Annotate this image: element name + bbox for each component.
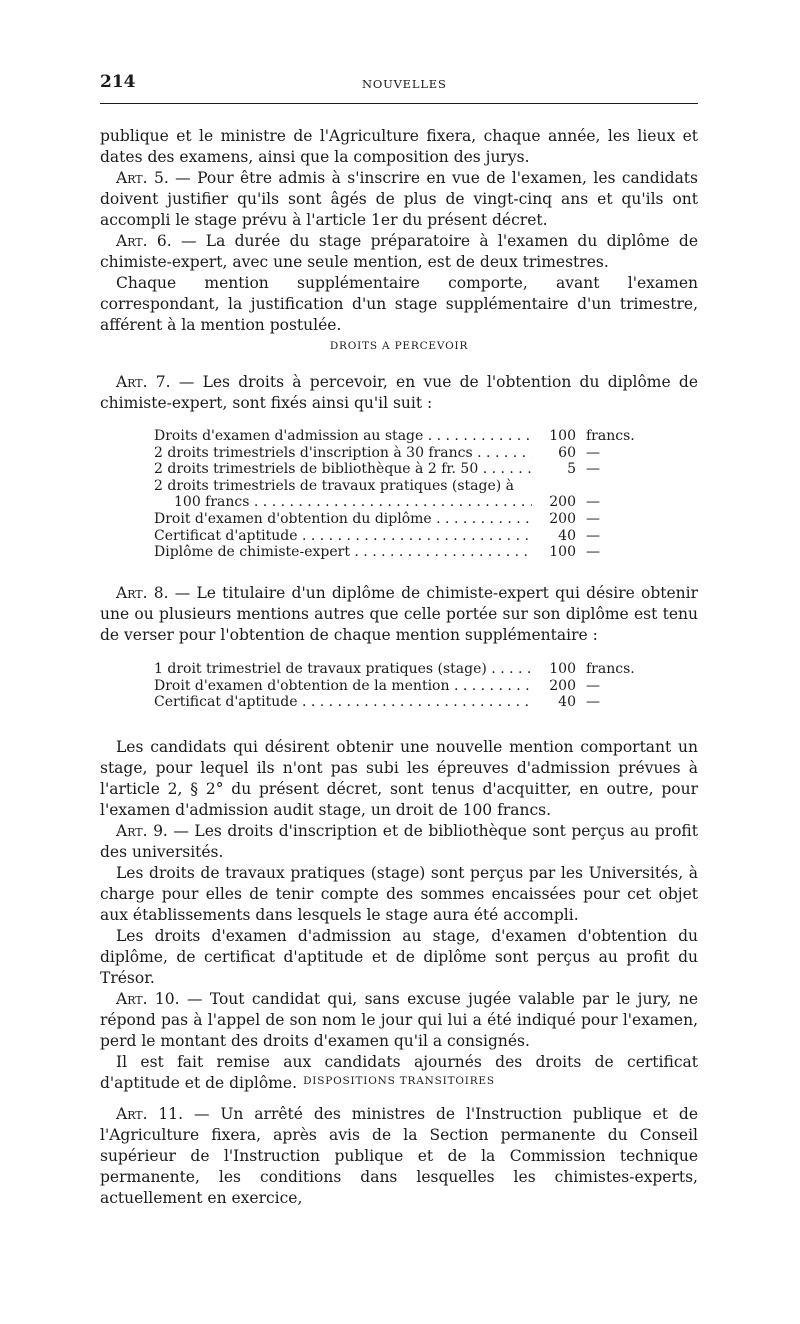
fee-label: Certificat d'aptitude . . .	[154, 694, 532, 711]
article-10-text: — Tout candidat qui, sans excuse jugée valable par le jury, ne répond pas à l'appel de son nom le jour qui lui a été indiqué pour l'examen, perd le montant des droits d'examen qu'il a consignés.	[100, 990, 699, 1050]
fee-label: Droits d'examen d'admission au stage . . .	[154, 428, 532, 445]
fee-amount: 200	[549, 494, 576, 511]
fee-amount: 100	[549, 428, 576, 444]
page-number: 214	[100, 72, 136, 92]
article-7-label: Art. 7.	[116, 373, 171, 391]
fee-label: Droit d'examen d'obtention du diplôme . . .	[154, 511, 532, 528]
fee-unit: —	[586, 461, 600, 478]
article-11	[100, 1104, 698, 1209]
fee-unit: —	[586, 527, 600, 544]
fee-row	[154, 694, 644, 711]
fee-row	[154, 678, 644, 695]
article-5-paragraph	[100, 168, 698, 231]
nouvelle-mention-paragraph: Les candidats qui désirent obtenir une nouvelle mention comportant un stage, pour lequel ils n'ont pas subi les épreuves d'admission prévues à l'article 2, § 2° du présent décret, sont tenus d'acquitter, en outre, pour l'examen d'admission audit stage, un droit de 100 francs.	[100, 738, 698, 819]
article-11-label: Art. 11.	[116, 1105, 184, 1123]
fee-unit: francs.	[586, 428, 635, 444]
fee-amount: 200	[549, 510, 576, 527]
fee-row	[154, 478, 644, 495]
article-6-label: Art. 6.	[116, 232, 172, 250]
article-5-label: Art. 5.	[116, 169, 169, 187]
fee-label: 1 droit trimestriel de travaux pratiques (stage) . . .	[154, 661, 532, 678]
fees-table-2	[154, 661, 644, 711]
fee-row	[154, 511, 644, 528]
fee-row	[154, 494, 644, 511]
article-5	[100, 168, 698, 231]
fee-unit: —	[586, 494, 600, 511]
article-11-text: — Un arrêté des ministres de l'Instruction publique et de l'Agriculture fixera, après avis de la Section permanente du Conseil supérieur de l'Instruction publique et de la Commission technique permanente, les conditions dans lesquelles les chimistes-experts, actuellement en exercice,	[100, 1105, 699, 1207]
article-8-text: — Le titulaire d'un diplôme de chimiste-expert qui désire obtenir une ou plusieurs mentions autres que celle portée sur son diplôme est tenu de verser pour l'obtention de chaque mention supplémentaire :	[100, 584, 698, 644]
body-continued	[100, 737, 698, 1094]
article-8-paragraph	[100, 583, 698, 646]
article-6-paragraph	[100, 231, 698, 273]
article-8	[100, 583, 698, 646]
article-7-text: — Les droits à percevoir, en vue de l'obtention du diplôme de chimiste-expert, sont fixés ainsi qu'il suit :	[100, 373, 699, 412]
fee-amount: 40	[558, 527, 576, 544]
article-5-text: — Pour être admis à s'inscrire en vue de l'examen, les candidats doivent justifier qu'ils sont âgés de plus de vingt-cinq ans et qu'ils ont accompli le stage prévu à l'article 1er du présent décret.	[100, 169, 698, 229]
article-10-paragraph-2: Il est fait remise aux candidats ajournés des droits de certificat d'aptitude et de diplôme.	[100, 1053, 698, 1092]
fee-label: Droit d'examen d'obtention de la mention . . .	[154, 678, 532, 695]
fee-amount: 40	[558, 694, 576, 711]
article-11-paragraph	[100, 1104, 698, 1209]
article-9-text: — Les droits d'inscription et de bibliothèque sont perçus au profit des universités.	[100, 822, 698, 861]
fee-amount: 60	[558, 444, 576, 461]
fee-label: 2 droits trimestriels de bibliothèque à 2 fr. 50 . . .	[154, 461, 532, 478]
fee-amount: 100	[549, 544, 576, 561]
fee-row	[154, 428, 644, 445]
page-header	[100, 72, 698, 98]
fee-label: Diplôme de chimiste-expert . . .	[154, 544, 532, 561]
header-rule	[100, 103, 698, 104]
article-7-paragraph	[100, 372, 698, 414]
fee-unit: —	[586, 694, 600, 711]
intro-paragraph: publique et le ministre de l'Agriculture fixera, chaque année, les lieux et dates des examens, ainsi que la composition des jurys.	[100, 127, 698, 166]
article-9-label: Art. 9.	[116, 822, 168, 840]
article-6	[100, 231, 698, 336]
fee-unit: —	[586, 544, 600, 561]
fee-unit: —	[586, 444, 600, 461]
fee-unit: francs.	[586, 661, 635, 677]
fees-table-1	[154, 428, 644, 561]
article-9-paragraph-3: Les droits d'examen d'admission au stage, d'examen d'obtention du diplôme, de certificat d'aptitude et de diplôme sont perçus au profit du Trésor.	[100, 927, 698, 987]
fee-row	[154, 445, 644, 462]
intro-block	[100, 126, 698, 168]
fee-row	[154, 661, 644, 678]
fee-amount: 200	[549, 677, 576, 694]
fee-unit: —	[586, 677, 600, 694]
article-7	[100, 372, 698, 414]
fee-unit: —	[586, 510, 600, 527]
fee-amount: 100	[549, 661, 576, 677]
fee-label: 100 francs . . .	[154, 494, 532, 511]
section-heading-droits: DROITS A PERCEVOIR	[329, 340, 469, 352]
article-9-paragraph-2: Les droits de travaux pratiques (stage) sont perçus par les Universités, à charge pour elles de tenir compte des sommes encaissées pour cet objet aux établissements dans lesquels le stage aura été accompli.	[100, 864, 698, 924]
article-6-text: — La durée du stage préparatoire à l'examen du diplôme de chimiste-expert, avec une seule mention, est de deux trimestres.	[100, 232, 698, 271]
article-10-label: Art. 10.	[116, 990, 180, 1008]
fee-amount: 5	[567, 461, 576, 478]
fee-row	[154, 544, 644, 561]
fee-row	[154, 461, 644, 478]
fee-row	[154, 528, 644, 545]
section-heading-transitoires: DISPOSITIONS TRANSITOIRES	[303, 1075, 495, 1087]
article-10-paragraph	[100, 989, 698, 1052]
fee-label: Certificat d'aptitude . . .	[154, 528, 532, 545]
article-6-paragraph-2: Chaque mention supplémentaire comporte, avant l'examen correspondant, la justification d'un stage supplémentaire d'un trimestre, afférent à la mention postulée.	[100, 274, 698, 334]
article-8-label: Art. 8.	[116, 584, 169, 602]
fee-label: 2 droits trimestriels d'inscription à 30 francs . . .	[154, 445, 532, 462]
running-head: NOUVELLES	[362, 77, 447, 91]
article-9-paragraph	[100, 821, 698, 863]
fee-label: 2 droits trimestriels de travaux pratiques (stage) à	[154, 477, 515, 494]
